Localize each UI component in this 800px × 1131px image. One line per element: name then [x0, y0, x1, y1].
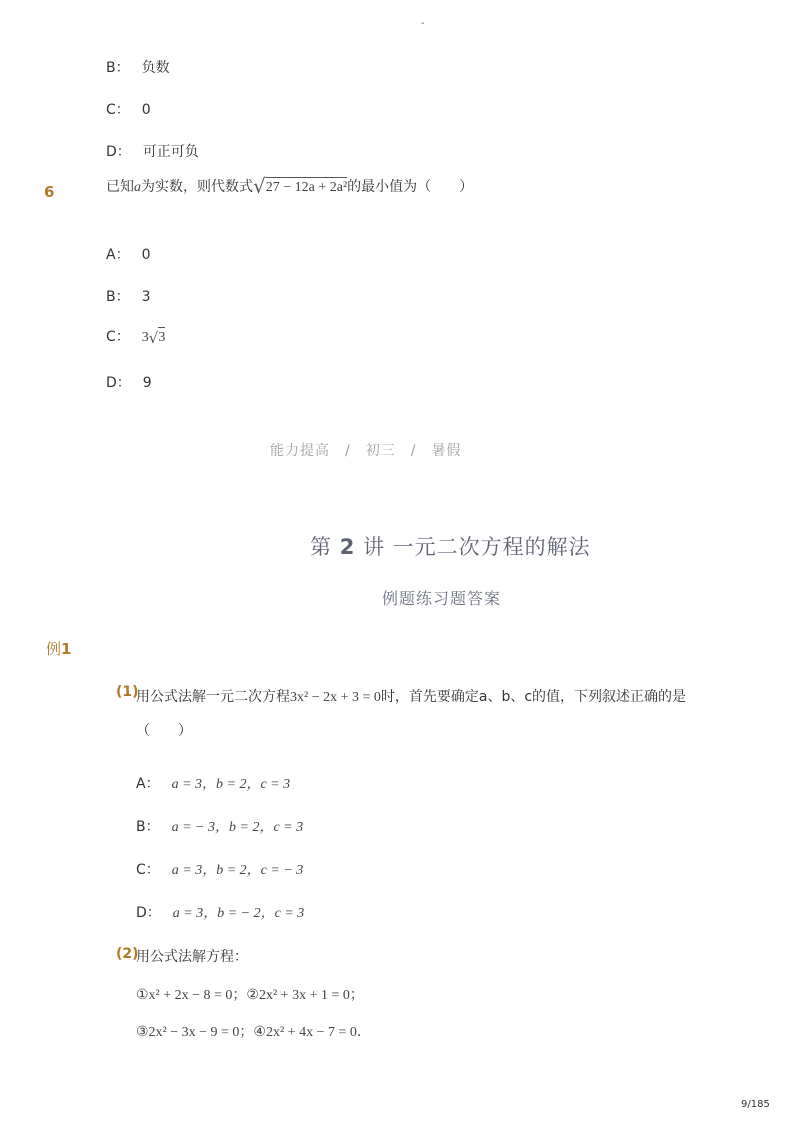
subquestion-number: (1) — [116, 684, 139, 700]
option-text: 0 — [141, 102, 151, 118]
option-text: 0 — [141, 247, 151, 263]
q6-option-d[interactable] — [106, 372, 152, 392]
option-label: C： — [106, 329, 130, 345]
sqrt-icon: √ — [148, 329, 159, 347]
option-text: 3 — [141, 289, 151, 305]
header-dash: - — [421, 18, 425, 29]
stem-text: 的最小值为（ ） — [347, 179, 474, 195]
question-number: 6 — [44, 183, 55, 201]
q5-option-b[interactable] — [106, 57, 170, 77]
option-label: B： — [136, 819, 160, 835]
option-text: a = − 3，b = 2，c = 3 — [171, 820, 304, 835]
stem-text: 用公式法解一元二次方程 — [136, 689, 290, 705]
option-label: B： — [106, 289, 130, 305]
q6-option-a[interactable] — [106, 244, 151, 264]
option-coef: 3 — [141, 330, 149, 345]
subquestion-number: (2) — [116, 946, 139, 962]
title-prefix: 第 — [310, 535, 332, 559]
option-label: D： — [106, 375, 131, 391]
option-text: 可正可负 — [142, 144, 199, 160]
sqrt-icon: √ — [253, 174, 266, 198]
stem-text: 已知 — [106, 179, 134, 195]
option-text: a = 3，b = 2，c = − 3 — [171, 863, 304, 878]
option-label: C： — [136, 862, 160, 878]
lesson-title — [310, 531, 591, 561]
option-text: a = 3，b = − 2，c = 3 — [172, 906, 305, 921]
subquestion-stem: 用公式法解方程： — [136, 949, 248, 965]
title-suffix: 讲 一元二次方程的解法 — [363, 535, 591, 559]
equation-line: ①x² + 2x − 8 = 0；②2x² + 3x + 1 = 0； — [136, 988, 364, 1003]
option-text: 9 — [142, 375, 152, 391]
lesson-number: 2 — [339, 535, 356, 559]
example-label — [46, 638, 71, 659]
question-stem — [106, 174, 473, 198]
equation-line: ③2x² − 3x − 9 = 0；④2x² + 4x − 7 = 0． — [136, 1025, 371, 1040]
equation: 3x² − 2x + 3 = 0 — [290, 690, 381, 705]
q5-option-d[interactable] — [106, 141, 199, 161]
option-label: D： — [106, 144, 131, 160]
option-text: a = 3，b = 2，c = 3 — [171, 777, 291, 792]
stem-text: 时，首先要确定a、b、c的值，下列叙述正确的是 — [380, 689, 687, 705]
option-label: C： — [106, 102, 130, 118]
stem-text: 为实数，则代数式 — [141, 179, 253, 195]
option-label: B： — [106, 60, 130, 76]
option-text: 负数 — [141, 60, 170, 76]
subquestion-stem — [136, 686, 686, 706]
q6-option-c[interactable] — [106, 326, 165, 347]
option-label: A： — [106, 247, 130, 263]
answer-paren: （ ） — [136, 723, 192, 739]
radicand: 3 — [158, 327, 165, 345]
breadcrumb: 能力提高 / 初三 / 暑假 — [270, 443, 462, 459]
page-number: 9/185 — [741, 1099, 770, 1110]
ex1-option-c[interactable] — [136, 859, 303, 879]
example-number: 1 — [61, 640, 72, 658]
ex1-option-d[interactable] — [136, 902, 304, 922]
option-label: D： — [136, 905, 161, 921]
sqrt-expression — [253, 174, 347, 198]
q5-option-c[interactable] — [106, 99, 151, 119]
lesson-subtitle: 例题练习题答案 — [382, 589, 502, 608]
sqrt-expression — [149, 329, 166, 347]
ex1-option-b[interactable] — [136, 816, 303, 836]
radicand: 27 − 12a + 2a² — [266, 177, 347, 195]
option-label: A： — [136, 776, 160, 792]
example-prefix: 例 — [46, 640, 62, 658]
stem-variable: a — [134, 180, 141, 195]
ex1-option-a[interactable] — [136, 773, 290, 793]
q6-option-b[interactable] — [106, 286, 151, 306]
